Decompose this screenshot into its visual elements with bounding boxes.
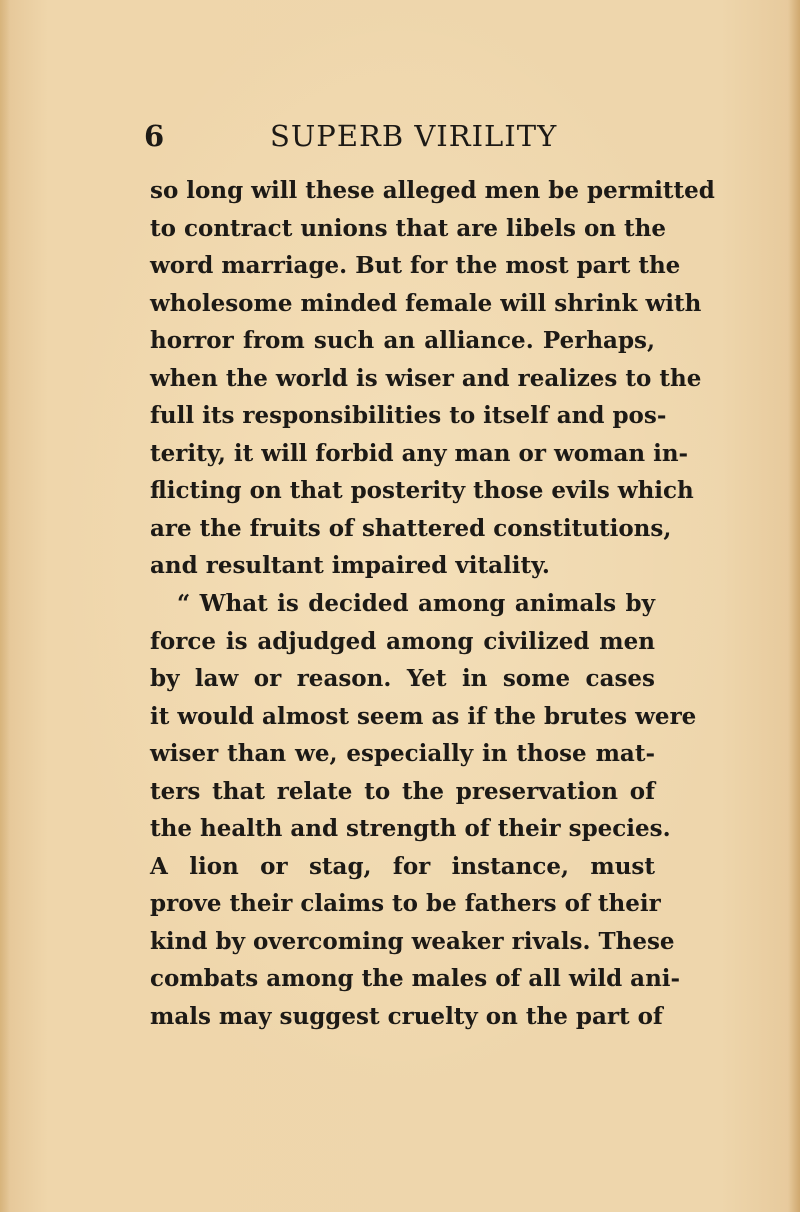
body-text xyxy=(150,172,715,1036)
text-line: by law or reason. Yet in some cases xyxy=(150,665,655,693)
page-right-edge xyxy=(788,0,800,1212)
text-line: A lion or stag, for instance, must xyxy=(150,852,655,880)
text-line: to contract unions that are libels on the xyxy=(150,214,666,242)
text-line: and resultant impaired vitality. xyxy=(150,552,550,580)
running-head: SUPERB VIRILITY xyxy=(270,119,558,153)
text-line: force is adjudged among civilized men xyxy=(150,627,655,655)
text-line: terity, it will forbid any man or woman in- xyxy=(150,439,689,467)
page-number: 6 xyxy=(144,119,165,153)
page-header xyxy=(0,116,800,156)
page-left-edge xyxy=(0,0,10,1212)
text-line: prove their claims to be fathers of their xyxy=(150,890,661,918)
text-line: so long will these alleged men be permitted xyxy=(150,177,715,204)
text-line: are the fruits of shattered constitutions, xyxy=(150,514,672,542)
text-line: “ What is decided among animals by xyxy=(177,590,655,618)
text-line: wiser than we, especially in those mat- xyxy=(150,740,655,768)
text-line: when the world is wiser and realizes to the xyxy=(150,364,702,392)
text-line: horror from such an alliance. Perhaps, xyxy=(150,327,655,355)
text-line: full its responsibilities to itself and pos- xyxy=(150,402,667,430)
text-line: wholesome minded female will shrink with xyxy=(150,289,702,317)
text-line: flicting on that posterity those evils which xyxy=(150,477,694,505)
text-line: the health and strength of their species. xyxy=(150,815,671,843)
text-line: mals may suggest cruelty on the part of xyxy=(150,1003,663,1031)
text-line: it would almost seem as if the brutes were xyxy=(150,702,697,730)
text-line: word marriage. But for the most part the xyxy=(150,252,681,280)
text-line: ters that relate to the preservation of xyxy=(150,777,655,805)
text-line: kind by overcoming weaker rivals. These xyxy=(150,927,675,955)
text-line: combats among the males of all wild ani- xyxy=(150,965,681,993)
